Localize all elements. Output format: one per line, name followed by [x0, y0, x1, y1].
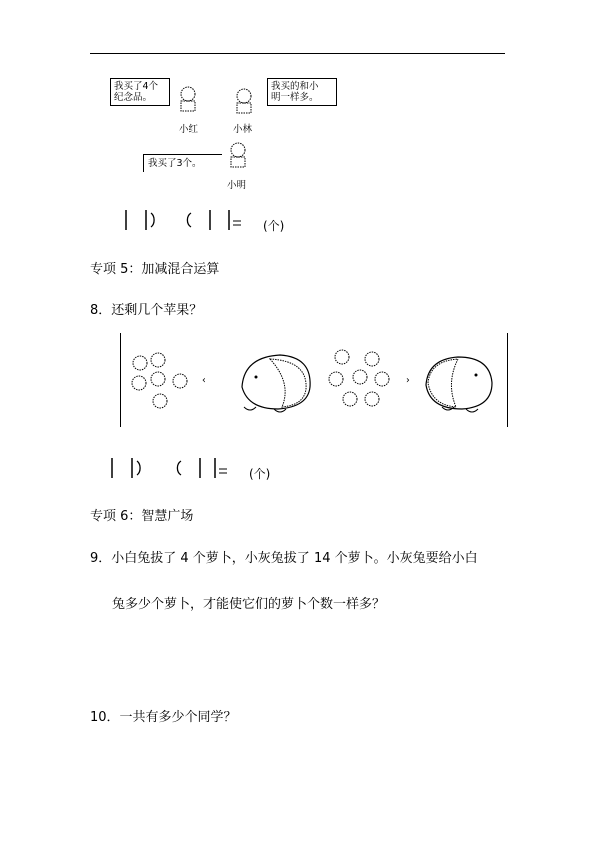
- speech-bubble-xiaohong: [110, 78, 170, 106]
- question-10: 10．一共有多少个同学？: [90, 710, 237, 725]
- unit-label: (个): [249, 467, 271, 481]
- hedgehog-icon: [416, 347, 500, 419]
- arrow-left-icon: ‹: [202, 375, 206, 386]
- bubble-line: 纪念品。: [114, 92, 153, 103]
- question-9-line-2: 兔多少个萝卜，才能使它们的萝卜个数一样多？: [112, 597, 386, 612]
- section-title: 专项 6：智慧广场: [90, 509, 194, 524]
- equation-blank-boxes: [109, 458, 234, 480]
- arrow-right-icon: ›: [406, 375, 410, 386]
- apples-group-icon: [128, 351, 198, 415]
- answer-blank-1: [123, 210, 303, 234]
- child-figure-icon: [227, 142, 249, 168]
- child-name: 小明: [227, 180, 247, 191]
- unit-label: (个): [263, 219, 285, 233]
- answer-blank-2: [109, 458, 289, 482]
- section-title: 专项 5：加减混合运算: [90, 262, 220, 277]
- equation-blank-boxes: [123, 210, 248, 232]
- apples-group-icon: [326, 347, 396, 417]
- question-8: 8．还剩几个苹果？: [90, 303, 203, 318]
- frame-left-line: [120, 333, 121, 427]
- frame-right-line: [507, 333, 508, 427]
- child-name: 小林: [233, 124, 253, 135]
- bubble-line: 明一样多。: [271, 92, 319, 103]
- child-figure-icon: [233, 88, 255, 114]
- apple-hedgehog-illustration: [120, 333, 510, 429]
- question-9-line-1: 9．小白兔拔了 4 个萝卜，小灰兔拔了 14 个萝卜。小灰兔要给小白: [90, 551, 478, 566]
- bubble-line: 我买了3个。: [148, 158, 202, 169]
- speech-bubble-xiaolin: [267, 78, 337, 106]
- bubble-line: 我买的和小: [271, 81, 319, 92]
- speech-bubble-xiaoming: [143, 154, 222, 172]
- children-illustration: [105, 70, 345, 200]
- header-rule: [90, 53, 505, 54]
- child-figure-icon: [177, 86, 199, 112]
- hedgehog-icon: [230, 347, 322, 417]
- child-name: 小红: [179, 124, 199, 135]
- bubble-line: 我买了4个: [114, 81, 159, 92]
